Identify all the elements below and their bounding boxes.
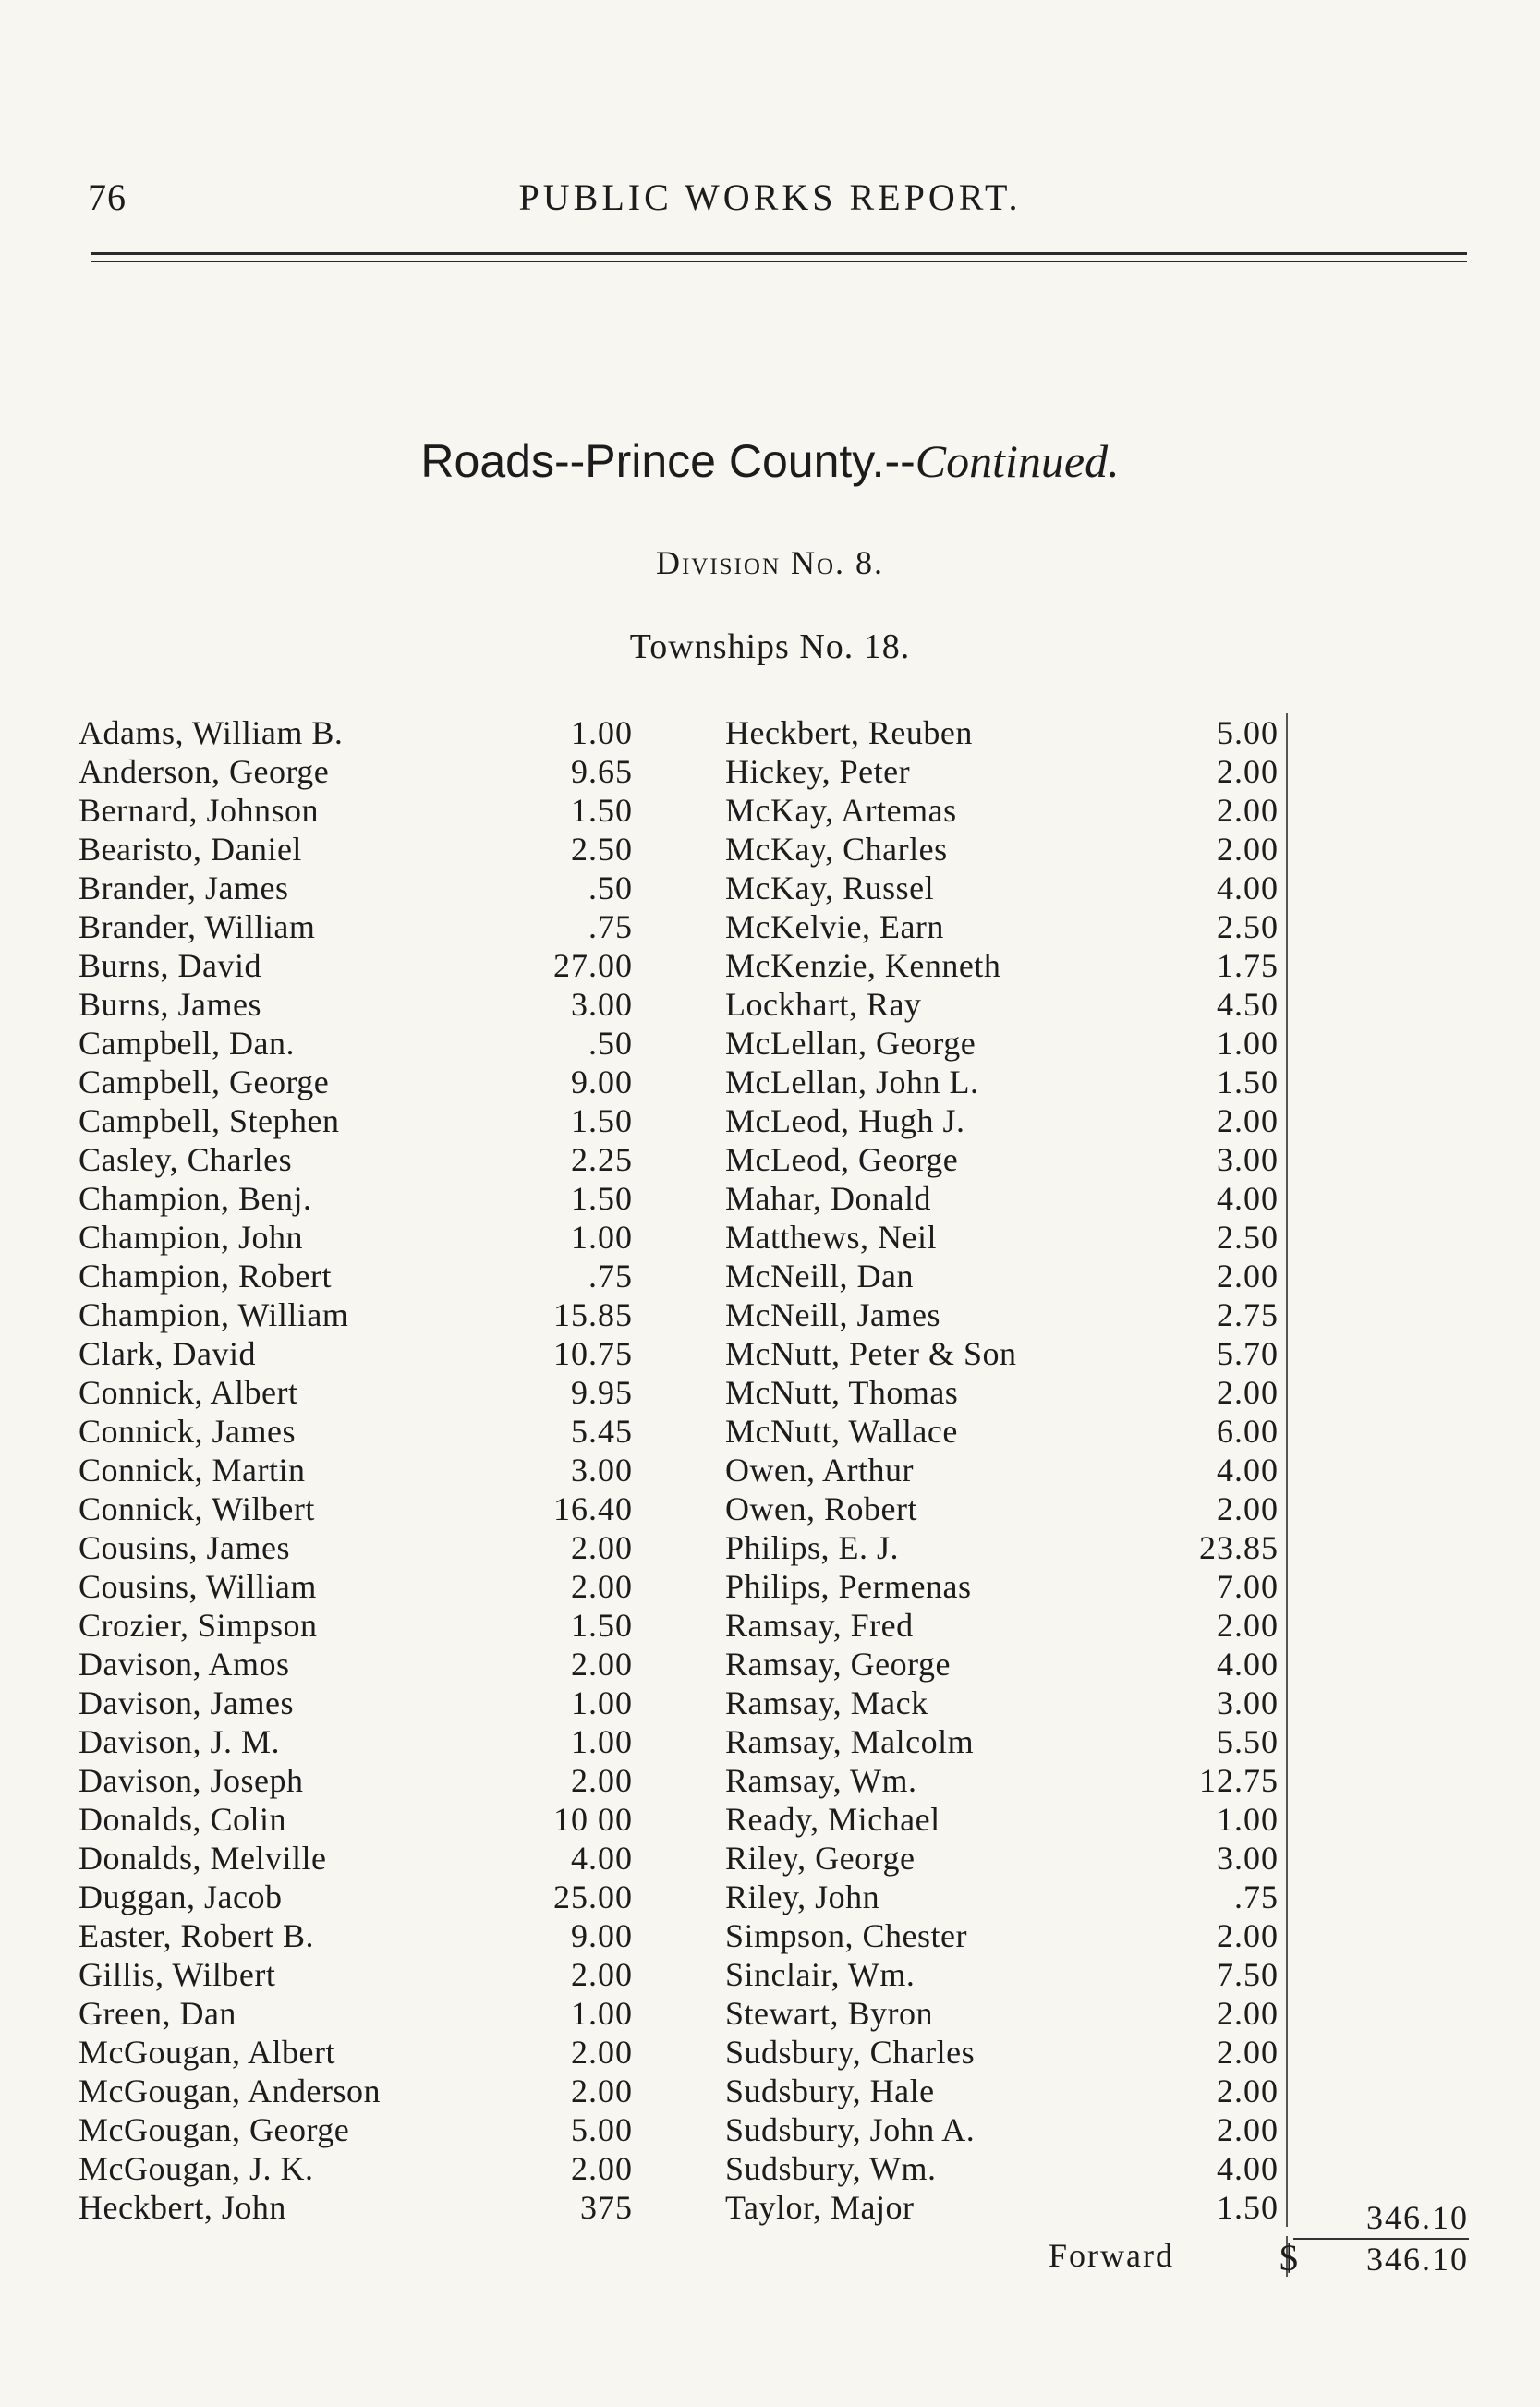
payee-name: McGougan, J. K. xyxy=(79,2150,314,2187)
ledger-row xyxy=(79,1645,633,1684)
payee-name: Cousins, James xyxy=(79,1529,291,1566)
ledger-row xyxy=(725,2188,1286,2227)
ledger-row xyxy=(79,713,633,752)
forward-label: Forward xyxy=(1049,2237,1174,2274)
payment-amount: 2.00 xyxy=(1217,1102,1279,1139)
left-column xyxy=(79,713,633,2227)
payee-name: Gillis, Wilbert xyxy=(79,1956,276,1993)
payment-amount: 2.00 xyxy=(571,2034,633,2071)
ledger-row xyxy=(79,1334,633,1373)
payee-name: McKay, Artemas xyxy=(725,792,957,829)
payee-name: McKenzie, Kenneth xyxy=(725,947,1001,984)
ledger-row xyxy=(79,1800,633,1839)
payment-amount: 2.00 xyxy=(1217,2111,1279,2148)
payee-name: Campbell, Stephen xyxy=(79,1102,340,1139)
payee-name: Owen, Arthur xyxy=(725,1452,914,1489)
ledger-row xyxy=(79,1916,633,1955)
payment-amount: 9.00 xyxy=(571,1064,633,1100)
payee-name: Champion, William xyxy=(79,1296,349,1333)
payment-amount: .75 xyxy=(588,1258,633,1295)
payment-amount: 1.00 xyxy=(571,1219,633,1256)
ledger-row xyxy=(725,2072,1286,2110)
payment-amount: 3.00 xyxy=(1217,1141,1279,1178)
ledger-row xyxy=(725,1218,1286,1257)
payment-amount: 2.50 xyxy=(1217,908,1279,945)
ledger-row xyxy=(725,1528,1286,1567)
payee-name: Donalds, Melville xyxy=(79,1840,327,1877)
payment-amount: .75 xyxy=(588,908,633,945)
ledger-row xyxy=(79,2072,633,2110)
ledger-row xyxy=(725,1606,1286,1645)
ledger-row xyxy=(725,907,1286,946)
ledger-row xyxy=(725,2033,1286,2072)
townships-label: Townships No. 18. xyxy=(629,627,911,666)
page-header xyxy=(0,176,1540,231)
payee-name: McNutt, Wallace xyxy=(725,1413,958,1450)
ledger-row xyxy=(79,869,633,907)
payee-name: Champion, Robert xyxy=(79,1258,332,1295)
payee-name: Brander, William xyxy=(79,908,316,945)
right-column xyxy=(725,713,1288,2227)
payee-name: McGougan, Albert xyxy=(79,2034,335,2071)
ledger-row xyxy=(79,752,633,791)
payee-name: Easter, Robert B. xyxy=(79,1917,314,1954)
ledger-row xyxy=(79,1955,633,1994)
payee-name: McLeod, Hugh J. xyxy=(725,1102,965,1139)
ledger-row xyxy=(725,830,1286,869)
ledger-row xyxy=(79,1179,633,1218)
ledger-row xyxy=(725,869,1286,907)
ledger-row xyxy=(79,1528,633,1567)
ledger-row xyxy=(79,946,633,985)
ledger-row xyxy=(725,1645,1286,1684)
payment-amount: 2.00 xyxy=(1217,1917,1279,1954)
continued-label: Continued. xyxy=(915,435,1120,487)
payee-name: Duggan, Jacob xyxy=(79,1878,283,1915)
ledger-row xyxy=(79,1140,633,1179)
payment-amount: 2.00 xyxy=(1217,1258,1279,1295)
ledger-row xyxy=(725,2149,1286,2188)
dollar-sign: $ xyxy=(1279,2237,1298,2279)
payee-name: McLellan, John L. xyxy=(725,1064,979,1100)
payee-name: Adams, William B. xyxy=(79,714,344,751)
payee-name: Simpson, Chester xyxy=(725,1917,968,1954)
ledger-row xyxy=(725,1800,1286,1839)
payee-name: Connick, Martin xyxy=(79,1452,306,1489)
payee-name: Sinclair, Wm. xyxy=(725,1956,916,1993)
payee-name: Heckbert, Reuben xyxy=(725,714,973,751)
payment-amount: 1.00 xyxy=(571,1684,633,1721)
ledger-row xyxy=(79,2188,633,2227)
payee-name: Hickey, Peter xyxy=(725,753,911,790)
payee-name: Clark, David xyxy=(79,1335,256,1372)
payment-amount: 23.85 xyxy=(1199,1529,1279,1566)
division-label xyxy=(0,543,1540,582)
payment-amount: 2.00 xyxy=(1217,2073,1279,2109)
ledger-row xyxy=(79,1994,633,2033)
ledger-row xyxy=(725,1257,1286,1295)
header-rule-thin xyxy=(91,261,1467,262)
payee-name: Anderson, George xyxy=(79,753,330,790)
payee-name: McLeod, George xyxy=(725,1141,959,1178)
ledger-row xyxy=(725,1722,1286,1761)
payee-name: Casley, Charles xyxy=(79,1141,293,1178)
ledger-row xyxy=(79,830,633,869)
payment-amount: 4.00 xyxy=(571,1840,633,1877)
ledger-row xyxy=(725,1179,1286,1218)
payment-amount: 1.75 xyxy=(1217,947,1279,984)
ledger-row xyxy=(79,1024,633,1063)
ledger-row xyxy=(725,1024,1286,1063)
column-total: 346.10 xyxy=(1366,2199,1469,2236)
ledger-row xyxy=(725,1916,1286,1955)
payee-name: McKay, Charles xyxy=(725,831,948,868)
payment-amount: 375 xyxy=(580,2189,633,2226)
ledger-row xyxy=(79,1567,633,1606)
payee-name: Riley, George xyxy=(725,1840,916,1877)
ledger-row xyxy=(79,1684,633,1722)
payment-amount: 2.00 xyxy=(571,1568,633,1605)
payment-amount: 4.00 xyxy=(1217,1180,1279,1217)
payment-amount: 1.50 xyxy=(571,1102,633,1139)
payment-amount: 5.45 xyxy=(571,1413,633,1450)
ledger-row xyxy=(79,791,633,830)
payment-amount: 1.50 xyxy=(571,1180,633,1217)
payment-amount: 6.00 xyxy=(1217,1413,1279,1450)
ledger-row xyxy=(79,1761,633,1800)
page-number: 76 xyxy=(88,176,127,218)
ledger-row xyxy=(79,1839,633,1878)
ledger-row xyxy=(725,1063,1286,1101)
payment-amount: 2.50 xyxy=(571,831,633,868)
payment-amount: 4.50 xyxy=(1217,986,1279,1023)
payment-amount: 9.95 xyxy=(571,1374,633,1411)
payee-name: Burns, David xyxy=(79,947,261,984)
payee-name: Sudsbury, John A. xyxy=(725,2111,976,2148)
payment-amount: 7.00 xyxy=(1217,1568,1279,1605)
ledger-row xyxy=(725,713,1286,752)
payee-name: Davison, Joseph xyxy=(79,1762,304,1799)
payment-amount: 2.00 xyxy=(1217,1490,1279,1527)
payment-amount: 4.00 xyxy=(1217,1452,1279,1489)
payee-name: McNeill, Dan xyxy=(725,1258,914,1295)
payment-amount: 9.65 xyxy=(571,753,633,790)
payment-amount: 1.50 xyxy=(571,1607,633,1644)
payee-name: Green, Dan xyxy=(79,1995,236,2032)
payee-name: McNutt, Thomas xyxy=(725,1374,959,1411)
payment-amount: 1.00 xyxy=(571,1995,633,2032)
ledger-row xyxy=(725,1101,1286,1140)
payment-amount: 2.00 xyxy=(1217,1374,1279,1411)
payee-name: McGougan, Anderson xyxy=(79,2073,381,2109)
ledger-row xyxy=(725,1373,1286,1412)
payee-name: Owen, Robert xyxy=(725,1490,917,1527)
forward-amount: 346.10 xyxy=(1366,2241,1469,2278)
payee-name: Taylor, Major xyxy=(725,2189,915,2226)
payee-name: Matthews, Neil xyxy=(725,1219,937,1256)
payment-amount: .50 xyxy=(588,869,633,906)
payment-amount: 2.00 xyxy=(571,1956,633,1993)
ledger-row xyxy=(725,1994,1286,2033)
payment-amount: 1.50 xyxy=(571,792,633,829)
payment-amount: 12.75 xyxy=(1199,1762,1279,1799)
payment-amount: 2.00 xyxy=(571,1646,633,1683)
ledger-row xyxy=(725,1684,1286,1722)
payment-amount: 2.25 xyxy=(571,1141,633,1178)
payee-name: Stewart, Byron xyxy=(725,1995,933,2032)
ledger-row xyxy=(79,1218,633,1257)
payee-name: Ramsay, Mack xyxy=(725,1684,928,1721)
payee-name: Davison, J. M. xyxy=(79,1723,281,1760)
payee-name: Burns, James xyxy=(79,986,261,1023)
payment-amount: 2.00 xyxy=(1217,753,1279,790)
ledger-row xyxy=(725,1451,1286,1489)
ledger-row xyxy=(79,1101,633,1140)
payment-amount: 27.00 xyxy=(553,947,633,984)
payee-name: Donalds, Colin xyxy=(79,1801,287,1838)
ledger-row xyxy=(79,1295,633,1334)
payment-amount: 4.00 xyxy=(1217,869,1279,906)
ledger-row xyxy=(79,1373,633,1412)
payee-name: Connick, James xyxy=(79,1413,296,1450)
payment-amount: 2.50 xyxy=(1217,1219,1279,1256)
payment-amount: 3.00 xyxy=(1217,1840,1279,1877)
payee-name: McKay, Russel xyxy=(725,869,935,906)
payee-name: Campbell, George xyxy=(79,1064,330,1100)
payment-amount: 5.50 xyxy=(1217,1723,1279,1760)
payee-name: McLellan, George xyxy=(725,1025,976,1062)
payment-amount: 1.00 xyxy=(1217,1025,1279,1062)
payment-amount: 25.00 xyxy=(553,1878,633,1915)
payee-name: Ramsay, Wm. xyxy=(725,1762,917,1799)
payment-amount: 9.00 xyxy=(571,1917,633,1954)
division-text: Division No. 8. xyxy=(655,544,885,581)
payment-amount: 10.75 xyxy=(553,1335,633,1372)
payment-amount: .50 xyxy=(588,1025,633,1062)
ledger-row xyxy=(79,1063,633,1101)
payment-amount: 2.00 xyxy=(571,1762,633,1799)
ledger-row xyxy=(79,1489,633,1528)
ledger-row xyxy=(79,1412,633,1451)
payee-name: Sudsbury, Wm. xyxy=(725,2150,937,2187)
payment-amount: 1.00 xyxy=(571,714,633,751)
payment-amount: 1.50 xyxy=(1217,1064,1279,1100)
ledger-row xyxy=(79,1878,633,1916)
ledger-row xyxy=(725,985,1286,1024)
payment-amount: 2.00 xyxy=(571,2073,633,2109)
header-rule-thick xyxy=(91,252,1467,255)
ledger-row xyxy=(79,1722,633,1761)
payment-amount: 2.00 xyxy=(571,2150,633,2187)
payment-amount: .75 xyxy=(1234,1878,1279,1915)
ledger-row xyxy=(79,1606,633,1645)
payee-name: Campbell, Dan. xyxy=(79,1025,295,1062)
ledger-row xyxy=(725,791,1286,830)
payment-amount: 3.00 xyxy=(571,1452,633,1489)
ledger-row xyxy=(725,1412,1286,1451)
payee-name: McKelvie, Earn xyxy=(725,908,944,945)
payment-amount: 1.50 xyxy=(1217,2189,1279,2226)
ledger-row xyxy=(725,1955,1286,1994)
ledger-row xyxy=(725,752,1286,791)
payee-name: Brander, James xyxy=(79,869,289,906)
payee-name: Philips, Permenas xyxy=(725,1568,972,1605)
payee-name: Connick, Albert xyxy=(79,1374,298,1411)
payee-name: Champion, Benj. xyxy=(79,1180,312,1217)
payee-name: McGougan, George xyxy=(79,2111,350,2148)
payment-amount: 5.70 xyxy=(1217,1335,1279,1372)
ledger-row xyxy=(725,1334,1286,1373)
section-title: Roads--Prince County.-- xyxy=(420,435,916,487)
payment-amount: 2.00 xyxy=(571,1529,633,1566)
payment-amount: 3.00 xyxy=(571,986,633,1023)
payee-name: Ramsay, Fred xyxy=(725,1607,914,1644)
payment-amount: 2.00 xyxy=(1217,831,1279,868)
payee-name: Ramsay, George xyxy=(725,1646,951,1683)
running-title: PUBLIC WORKS REPORT. xyxy=(518,176,1022,218)
payment-amount: 2.00 xyxy=(1217,1995,1279,2032)
payment-amount: 3.00 xyxy=(1217,1684,1279,1721)
ledger-row xyxy=(79,985,633,1024)
payment-amount: 4.00 xyxy=(1217,1646,1279,1683)
ledger-row xyxy=(725,2110,1286,2149)
payee-name: Lockhart, Ray xyxy=(725,986,922,1023)
payment-amount: 2.00 xyxy=(1217,2034,1279,2071)
payment-amount: 10 00 xyxy=(553,1801,633,1838)
ledger-row xyxy=(725,1489,1286,1528)
ledger-row xyxy=(725,946,1286,985)
ledger-row xyxy=(79,2149,633,2188)
payee-name: Davison, Amos xyxy=(79,1646,290,1683)
payee-name: Ramsay, Malcolm xyxy=(725,1723,975,1760)
payee-name: Philips, E. J. xyxy=(725,1529,900,1566)
payee-name: Connick, Wilbert xyxy=(79,1490,315,1527)
payee-name: Bearisto, Daniel xyxy=(79,831,302,868)
ledger-row xyxy=(79,1451,633,1489)
payment-amount: 1.00 xyxy=(1217,1801,1279,1838)
payment-amount: 5.00 xyxy=(571,2111,633,2148)
payee-name: McNeill, James xyxy=(725,1296,940,1333)
payee-name: Mahar, Donald xyxy=(725,1180,931,1217)
ledger-row xyxy=(79,907,633,946)
payment-amount: 2.00 xyxy=(1217,792,1279,829)
payment-amount: 2.75 xyxy=(1217,1296,1279,1333)
payee-name: Heckbert, John xyxy=(79,2189,286,2226)
payee-name: Ready, Michael xyxy=(725,1801,940,1838)
payment-amount: 4.00 xyxy=(1217,2150,1279,2187)
payment-amount: 16.40 xyxy=(553,1490,633,1527)
payee-name: Sudsbury, Hale xyxy=(725,2073,935,2109)
ledger-row xyxy=(725,1567,1286,1606)
ledger-row xyxy=(79,1257,633,1295)
ledger-row xyxy=(725,1839,1286,1878)
payment-amount: 2.00 xyxy=(1217,1607,1279,1644)
payee-name: Cousins, William xyxy=(79,1568,317,1605)
ledger-row xyxy=(79,2033,633,2072)
payee-name: Davison, James xyxy=(79,1684,294,1721)
payment-amount: 7.50 xyxy=(1217,1956,1279,1993)
payment-amount: 15.85 xyxy=(553,1296,633,1333)
ledger-row xyxy=(725,1761,1286,1800)
section-heading xyxy=(0,434,1540,488)
payee-name: Crozier, Simpson xyxy=(79,1607,318,1644)
ledger-row xyxy=(725,1295,1286,1334)
payment-amount: 5.00 xyxy=(1217,714,1279,751)
ledger-row xyxy=(79,2110,633,2149)
ledger-row xyxy=(725,1878,1286,1916)
payee-name: Champion, John xyxy=(79,1219,304,1256)
ledger-row xyxy=(725,1140,1286,1179)
payment-amount: 1.00 xyxy=(571,1723,633,1760)
payee-name: McNutt, Peter & Son xyxy=(725,1335,1017,1372)
payee-name: Bernard, Johnson xyxy=(79,792,319,829)
payee-name: Sudsbury, Charles xyxy=(725,2034,976,2071)
payee-name: Riley, John xyxy=(725,1878,880,1915)
